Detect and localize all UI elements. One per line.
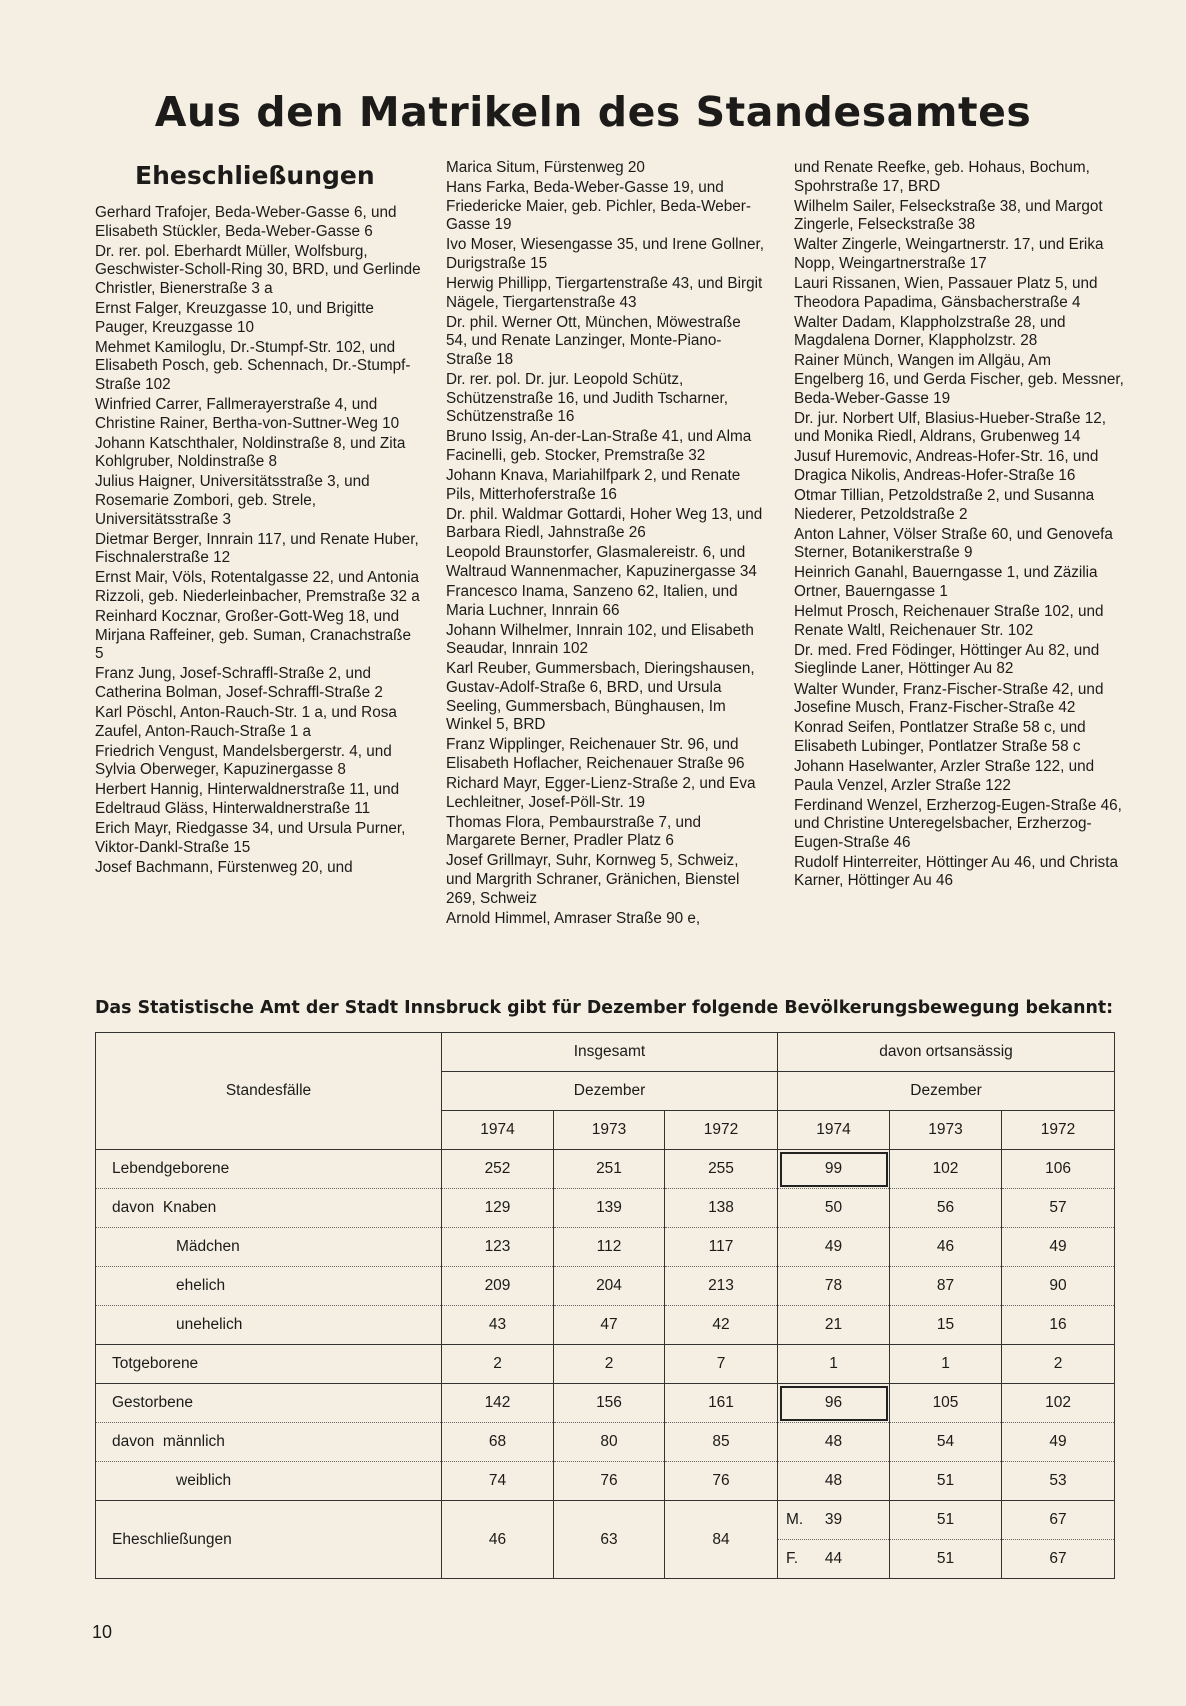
marriage-entry: Helmut Prosch, Reichenauer Straße 102, und Renate Waltl, Reichenauer Str. 102 (794, 603, 1104, 639)
year-header: 1972 (1002, 1111, 1115, 1150)
marriage-entry: Wilhelm Sailer, Felseckstraße 38, und Margot Zingerle, Felseckstraße 38 (794, 197, 1103, 234)
table-cell: 7 (665, 1345, 778, 1384)
marriage-entry: Bruno Issig, An-der-Lan-Straße 41, und Alma Facinelli, geb. Stocker, Premstraße 32 (446, 428, 752, 464)
table-cell: 76 (554, 1462, 665, 1501)
table-cell: 49 (1002, 1228, 1115, 1267)
row-label: Gestorbene (96, 1384, 442, 1423)
table-cell: 102 (1002, 1384, 1115, 1423)
table-cell: 2 (442, 1345, 554, 1384)
table-row (96, 1306, 1115, 1345)
marriage-entry: Erich Mayr, Riedgasse 34, und Ursula Purner, Viktor-Dankl-Straße 15 (95, 820, 406, 856)
table-row (96, 1150, 1115, 1189)
table-cell: 142 (442, 1384, 554, 1423)
marriages-column-2 (446, 159, 766, 930)
table-cell: 96 (778, 1384, 890, 1423)
table-cell: 54 (890, 1423, 1002, 1462)
marriage-entry: Leopold Braunstorfer, Glasmalereistr. 6, und Waltraud Wannenmacher, Kapuzinergasse 34 (446, 544, 757, 580)
marriage-entry: Mehmet Kamiloglu, Dr.-Stumpf-Str. 102, und Elisabeth Posch, geb. Schennach, Dr.-Stumpf-Straße 102 (95, 338, 411, 393)
table-cell: 2 (1002, 1345, 1115, 1384)
table-cell (778, 1501, 890, 1540)
table-row (96, 1189, 1115, 1228)
marriage-entry: Dr. rer. pol. Eberhardt Müller, Wolfsburg, Geschwister-Scholl-Ring 30, BRD, und Gerlinde Christler, Bienerstraße 3 a (95, 242, 421, 297)
header-ortsansaessig: davon ortsansässig (778, 1033, 1115, 1072)
table-cell: 1 (890, 1345, 1002, 1384)
row-label: unehelich (96, 1306, 442, 1345)
row-prefix: davon (112, 1433, 155, 1450)
marriage-entry: Richard Mayr, Egger-Lienz-Straße 2, und Eva Lechleitner, Josef-Pöll-Str. 19 (446, 775, 756, 811)
female-marker: F. (786, 1550, 799, 1567)
marriage-entry: Walter Wunder, Franz-Fischer-Straße 42, und Josefine Musch, Franz-Fischer-Straße 42 (794, 680, 1104, 717)
marriage-entry: Ernst Falger, Kreuzgasse 10, und Brigitte Pauger, Kreuzgasse 10 (95, 299, 374, 336)
header-month-local: Dezember (778, 1072, 1115, 1111)
marriage-entry: Franz Wipplinger, Reichenauer Str. 96, und Elisabeth Hoflacher, Reichenauer Straße 96 (446, 736, 745, 772)
table-row (96, 1384, 1115, 1423)
row-label (96, 1189, 442, 1228)
marriage-entry: Rudolf Hinterreiter, Höttinger Au 46, und Christa Karner, Höttinger Au 46 (794, 853, 1118, 890)
marriage-entry: Heinrich Ganahl, Bauerngasse 1, und Zäzilia Ortner, Bauerngasse 1 (794, 564, 1098, 601)
marriage-entry: Jusuf Huremovic, Andreas-Hofer-Str. 16, und Dragica Nikolis, Andreas-Hofer-Straße 16 (794, 448, 1099, 484)
marriage-entry: Arnold Himmel, Amraser Straße 90 e, (446, 909, 701, 927)
table-cell: 56 (890, 1189, 1002, 1228)
marriage-entry: Ernst Mair, Völs, Rotentalgasse 22, und Antonia Rizzoli, geb. Niederleinbacher, Premstraße 32 a (95, 569, 420, 605)
table-cell: 117 (665, 1228, 778, 1267)
marriage-entry: Dr. phil. Werner Ott, München, Möwestraße 54, und Renate Lanzinger, Monte-Piano-Straße 18 (446, 313, 741, 368)
marriage-entry: Herbert Hannig, Hinterwaldnerstraße 11, und Edeltraud Gläss, Hinterwaldnerstraße 11 (95, 781, 400, 817)
table-cell: 42 (665, 1306, 778, 1345)
section-heading-marriages: Eheschließungen (135, 161, 375, 190)
marriage-entry: Francesco Inama, Sanzeno 62, Italien, und Maria Luchner, Innrain 66 (446, 583, 738, 619)
table-cell: 57 (1002, 1189, 1115, 1228)
row-prefix: davon (112, 1199, 155, 1216)
marriage-entry: Dietmar Berger, Innrain 117, und Renate Huber, Fischnalerstraße 12 (95, 530, 419, 567)
marriage-entry: Johann Katschthaler, Noldinstraße 8, und Zita Kohlgruber, Noldinstraße 8 (95, 434, 406, 471)
marriage-entry: Winfried Carrer, Fallmerayerstraße 4, und Christine Rainer, Bertha-von-Suttner-Weg 10 (95, 395, 400, 432)
table-cell: 84 (665, 1501, 778, 1579)
table-cell: 213 (665, 1267, 778, 1306)
table-cell: 46 (442, 1501, 554, 1579)
table-cell: 209 (442, 1267, 554, 1306)
marriage-entry: Karl Reuber, Gummersbach, Dieringshausen, Gustav-Adolf-Straße 6, BRD, und Ursula Seeling, Gummersbach, Bünghausen, Im Winkel 5, BRD (446, 660, 755, 734)
header-standesfaelle: Standesfälle (225, 1082, 312, 1099)
marriage-entry: Josef Grillmayr, Suhr, Kornweg 5, Schweiz, und Margrith Schraner, Gränichen, Bienstel 269, Schweiz (446, 852, 740, 907)
marriage-entry: Friedrich Vengust, Mandelsbergerstr. 4, und Sylvia Oberweger, Kapuzinergasse 8 (95, 742, 392, 779)
male-marker: M. (786, 1511, 804, 1528)
table-cell: 74 (442, 1462, 554, 1501)
marriage-entry: Reinhard Kocznar, Großer-Gott-Weg 18, und Mirjana Raffeiner, geb. Suman, Cranachstraße 5 (95, 607, 412, 663)
table-cell: 138 (665, 1189, 778, 1228)
table-cell: 48 (778, 1423, 890, 1462)
marriage-entry: Walter Dadam, Klappholzstraße 28, und Magdalena Dorner, Klappholzstr. 28 (794, 313, 1066, 350)
row-label (96, 1423, 442, 1462)
header-month-total: Dezember (442, 1072, 778, 1111)
table-cell: 63 (554, 1501, 665, 1579)
table-cell: 51 (890, 1540, 1002, 1579)
table-cell: 204 (554, 1267, 665, 1306)
stats-heading: Das Statistische Amt der Stadt Innsbruck gibt für Dezember folgende Bevölkerungsbewegung bekannt: (95, 998, 1114, 1018)
table-cell: 106 (1002, 1150, 1115, 1189)
marriage-entry: Dr. phil. Waldmar Gottardi, Hoher Weg 13, und Barbara Riedl, Jahnstraße 26 (446, 505, 763, 542)
table-cell: 252 (442, 1150, 554, 1189)
table-cell: 156 (554, 1384, 665, 1423)
table-row (96, 1345, 1115, 1384)
marriage-entry: Julius Haigner, Universitätsstraße 3, und Rosemarie Zombori, geb. Strele, Universitätsstraße 3 (95, 473, 370, 528)
marriage-entry: Ivo Moser, Wiesengasse 35, und Irene Gollner, Durigstraße 15 (446, 236, 765, 272)
row-label: ehelich (96, 1267, 442, 1306)
row-label: Mädchen (96, 1228, 442, 1267)
table-cell: 76 (665, 1462, 778, 1501)
table-cell: 48 (778, 1462, 890, 1501)
table-cell: 251 (554, 1150, 665, 1189)
table-cell: 87 (890, 1267, 1002, 1306)
table-row (96, 1501, 1115, 1540)
table-cell (778, 1540, 890, 1579)
table-cell: 46 (890, 1228, 1002, 1267)
table-row (96, 1462, 1115, 1501)
table-cell: 16 (1002, 1306, 1115, 1345)
marriage-entry: Lauri Rissanen, Wien, Passauer Platz 5, und Theodora Papadima, Gänsbacherstraße 4 (794, 275, 1098, 311)
year-header: 1973 (890, 1111, 1002, 1150)
table-cell: 139 (554, 1189, 665, 1228)
marriage-entry: Anton Lahner, Völser Straße 60, und Genovefa Sterner, Botanikerstraße 9 (794, 525, 1113, 562)
marriage-entry: Josef Bachmann, Fürstenweg 20, und (95, 858, 353, 876)
marriage-entry: Dr. jur. Norbert Ulf, Blasius-Hueber-Straße 12, und Monika Riedl, Aldrans, Grubenweg 14 (794, 409, 1106, 446)
table-cell: 255 (665, 1150, 778, 1189)
marriage-entry: Konrad Seifen, Pontlatzer Straße 58 c, und Elisabeth Lubinger, Pontlatzer Straße 58 c (794, 719, 1086, 755)
row-label: Lebendgeborene (96, 1150, 442, 1189)
marriage-entry: Marica Situm, Fürstenweg 20 (446, 159, 645, 176)
table-cell: 67 (1002, 1540, 1115, 1579)
table-row (96, 1423, 1115, 1462)
marriage-entry: Gerhard Trafojer, Beda-Weber-Gasse 6, und Elisabeth Stückler, Beda-Weber-Gasse 6 (95, 204, 397, 240)
marriage-entry: Karl Pöschl, Anton-Rauch-Str. 1 a, und Rosa Zaufel, Anton-Rauch-Straße 1 a (95, 703, 397, 740)
table-row (96, 1267, 1115, 1306)
marriage-entry: Franz Jung, Josef-Schraffl-Straße 2, und Catherina Bolman, Josef-Schraffl-Straße 2 (95, 665, 383, 701)
table-cell: 67 (1002, 1501, 1115, 1540)
table-cell: 1 (778, 1345, 890, 1384)
year-header: 1973 (554, 1111, 665, 1150)
table-cell: 49 (778, 1228, 890, 1267)
table-row (96, 1228, 1115, 1267)
marriage-entry: Johann Knava, Mariahilfpark 2, und Renate Pils, Mitterhoferstraße 16 (446, 467, 741, 503)
marriage-entry: Thomas Flora, Pembaurstraße 7, und Margarete Berner, Pradler Platz 6 (446, 813, 702, 850)
table-cell: 85 (665, 1423, 778, 1462)
table-cell: 21 (778, 1306, 890, 1345)
table-cell: 123 (442, 1228, 554, 1267)
marriage-entry: Rainer Münch, Wangen im Allgäu, Am Engelberg 16, und Gerda Fischer, geb. Messner, Beda-Weber-Gasse 19 (794, 352, 1124, 407)
marriages-column-1 (95, 160, 421, 879)
row-label: weiblich (96, 1462, 442, 1501)
year-header: 1972 (665, 1111, 778, 1150)
marriage-entry: und Renate Reefke, geb. Hohaus, Bochum, Spohrstraße 17, BRD (794, 159, 1090, 195)
year-header: 1974 (778, 1111, 890, 1150)
marriage-entry: Johann Haselwanter, Arzler Straße 122, und Paula Venzel, Arzler Straße 122 (794, 757, 1095, 794)
marriage-entry: Johann Wilhelmer, Innrain 102, und Elisabeth Seaudar, Innrain 102 (446, 621, 754, 658)
marriage-entry: Ferdinand Wenzel, Erzherzog-Eugen-Straße 46, und Christine Unteregelsbacher, Erzherzog-Eugen-Straße 46 (794, 796, 1122, 851)
marriages-column-3 (794, 159, 1124, 893)
table-cell: 129 (442, 1189, 554, 1228)
table-cell: 112 (554, 1228, 665, 1267)
table-cell: 99 (778, 1150, 890, 1189)
table-cell: 161 (665, 1384, 778, 1423)
row-label: Eheschließungen (96, 1501, 442, 1579)
marriage-entry: Herwig Phillipp, Tiergartenstraße 43, und Birgit Nägele, Tiergartenstraße 43 (446, 275, 763, 311)
table-cell: 49 (1002, 1423, 1115, 1462)
table-cell: 15 (890, 1306, 1002, 1345)
row-label-text: Knaben (162, 1199, 217, 1216)
marriage-entry: Hans Farka, Beda-Weber-Gasse 19, und Friedericke Maier, geb. Pichler, Beda-Weber-Gasse 19 (446, 179, 751, 234)
table-cell: 2 (554, 1345, 665, 1384)
table-cell: 50 (778, 1189, 890, 1228)
table-cell: 51 (890, 1462, 1002, 1501)
table-cell: 105 (890, 1384, 1002, 1423)
table-cell: 102 (890, 1150, 1002, 1189)
page-title: Aus den Matrikeln des Standesamtes (154, 88, 1032, 136)
statistics-table (95, 1032, 1115, 1579)
marriage-entry: Otmar Tillian, Petzoldstraße 2, und Susanna Niederer, Petzoldstraße 2 (794, 487, 1095, 523)
table-cell: 47 (554, 1306, 665, 1345)
table-cell: 78 (778, 1267, 890, 1306)
table-cell: 43 (442, 1306, 554, 1345)
table-cell: 51 (890, 1501, 1002, 1540)
table-cell: 68 (442, 1423, 554, 1462)
table-cell: 53 (1002, 1462, 1115, 1501)
marriage-entry: Walter Zingerle, Weingartnerstr. 17, und Erika Nopp, Weingartnerstraße 17 (794, 236, 1104, 272)
row-label-text: männlich (162, 1433, 225, 1450)
table-cell: 80 (554, 1423, 665, 1462)
header-insgesamt: Insgesamt (442, 1033, 778, 1072)
year-header: 1974 (442, 1111, 554, 1150)
marriage-entry: Dr. med. Fred Födinger, Höttinger Au 82, und Sieglinde Laner, Höttinger Au 82 (794, 641, 1100, 678)
row-label: Totgeborene (96, 1345, 442, 1384)
table-cell: 90 (1002, 1267, 1115, 1306)
marriage-entry: Dr. rer. pol. Dr. jur. Leopold Schütz, Schützenstraße 16, und Judith Tscharner, Schützenstraße 16 (446, 371, 729, 426)
cell-value: 44 (824, 1550, 843, 1567)
cell-value: 39 (824, 1511, 843, 1528)
page-number: 10 (92, 1622, 113, 1642)
